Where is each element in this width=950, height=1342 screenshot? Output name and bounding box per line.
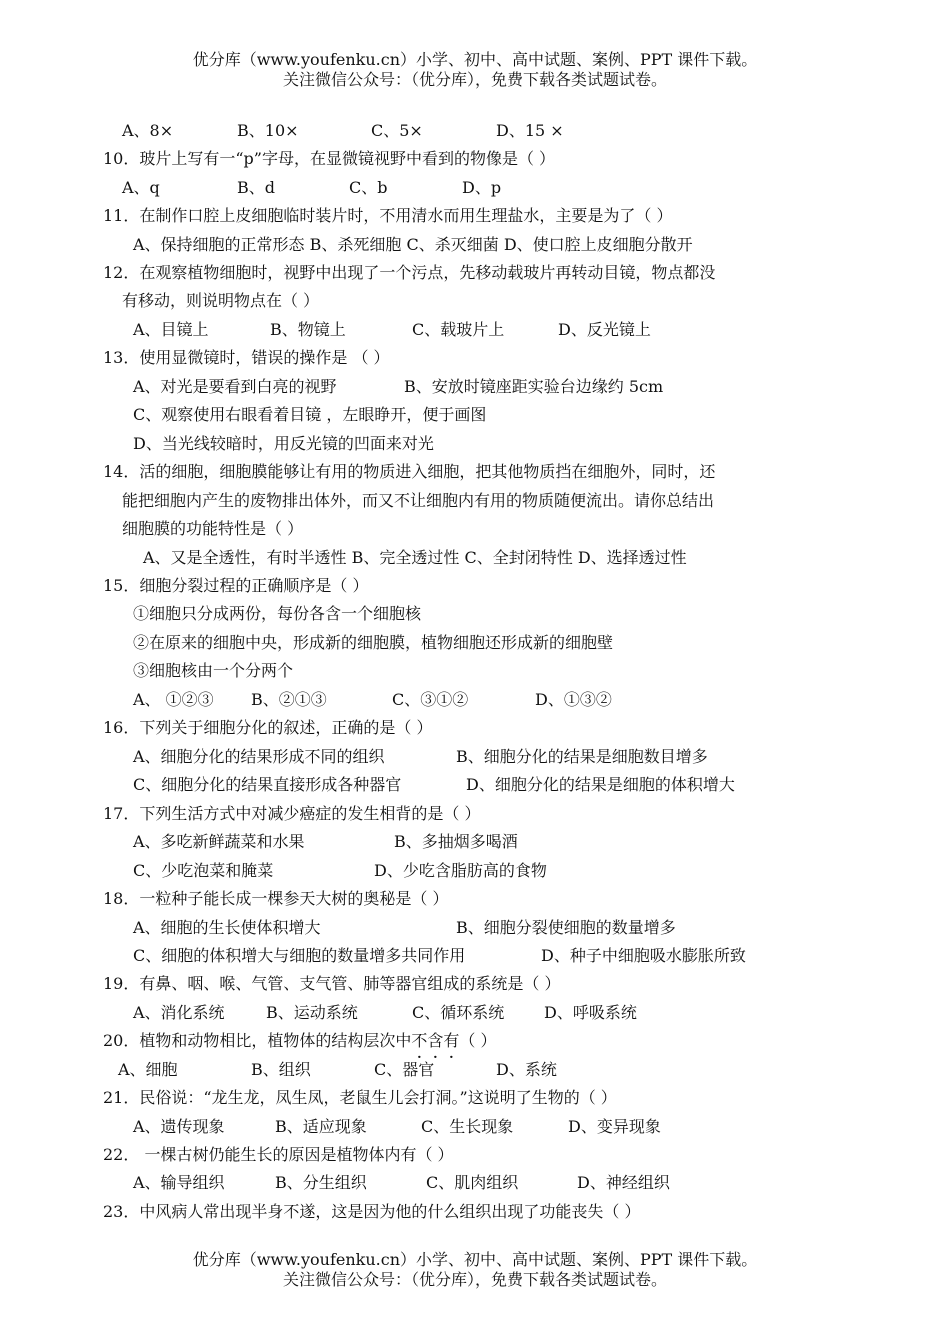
option-a: A、 ①②③ xyxy=(133,690,214,709)
option-b: B、物镜上 xyxy=(270,320,346,339)
emphasis-char: 有 xyxy=(443,1031,460,1050)
option-b: B、分生组织 xyxy=(275,1173,367,1192)
option-a: A、输导组织 xyxy=(133,1173,225,1192)
answer-blank: （ ） xyxy=(459,1031,497,1050)
question-13-stem: 13．使用显微镜时，错误的操作是 （ ） xyxy=(103,348,390,367)
question-23-stem: 23．中风病人常出现半身不遂，这是因为他的什么组织出现了功能丧失（ ） xyxy=(103,1202,641,1221)
question-13-option-d: D、当光线较暗时，用反光镜的凹面来对光 xyxy=(133,434,434,453)
option-a: A、消化系统 xyxy=(133,1003,225,1022)
option-a: A、细胞 xyxy=(118,1060,178,1079)
option-c: C、少吃泡菜和腌菜 xyxy=(133,861,274,880)
option-b: B、②①③ xyxy=(251,690,327,709)
footer-line-2: 关注微信公众号：（优分库），免费下载各类试题试卷。 xyxy=(282,1270,667,1289)
option-c: C、循环系统 xyxy=(412,1003,505,1022)
option-a: A、细胞分化的结果形成不同的组织 xyxy=(133,747,385,766)
question-15-step-3: ③细胞核由一个分两个 xyxy=(133,661,294,680)
question-14-options: A、又是全透性，有时半透性 B、完全透过性 C、全封闭特性 D、选择透过性 xyxy=(143,548,687,567)
option-c: C、生长现象 xyxy=(421,1117,514,1136)
option-b: B、细胞分化的结果是细胞数目增多 xyxy=(456,747,708,766)
option-b: B、适应现象 xyxy=(275,1117,367,1136)
option-a: A、遗传现象 xyxy=(133,1117,225,1136)
option-c: C、细胞分化的结果直接形成各种器官 xyxy=(133,775,402,794)
question-12-stem-line-1: 12．在观察植物细胞时，视野中出现了一个污点，先移动载玻片再转动目镜，物点都没 xyxy=(103,263,716,282)
option-c: C、细胞的体积增大与细胞的数量增多共同作用 xyxy=(133,946,466,965)
question-14-stem-line-2: 能把细胞内产生的废物排出体外，而又不让细胞内有用的物质随便流出。请你总结出 xyxy=(122,491,715,510)
option-b: B、组织 xyxy=(251,1060,311,1079)
option-d: D、神经组织 xyxy=(577,1173,670,1192)
option-c: C、载玻片上 xyxy=(412,320,505,339)
option-c: C、5× xyxy=(371,121,423,140)
question-14-stem-line-1: 14．活的细胞，细胞膜能够让有用的物质进入细胞，把其他物质挡在细胞外，同时，还 xyxy=(103,462,716,481)
question-20-stem-text: 20．植物和动物相比，植物体的结构层次中 xyxy=(103,1031,412,1050)
question-11-options: A、保持细胞的正常形态 B、杀死细胞 C、杀灭细菌 D、使口腔上皮细胞分散开 xyxy=(133,235,693,254)
page-header xyxy=(0,50,950,90)
option-c: C、器官 xyxy=(374,1060,435,1079)
question-17-stem: 17．下列生活方式中对减少癌症的发生相背的是（ ） xyxy=(103,804,481,823)
option-a: A、8× xyxy=(122,121,174,140)
option-b: B、安放时镜座距实验台边缘约 5cm xyxy=(404,377,664,396)
option-d: D、变异现象 xyxy=(568,1117,661,1136)
question-15-step-2: ②在原来的细胞中央，形成新的细胞膜，植物细胞还形成新的细胞壁 xyxy=(133,633,614,652)
question-22-stem: 22． 一棵古树仍能生长的原因是植物体内有（ ） xyxy=(103,1145,454,1164)
option-d: D、呼吸系统 xyxy=(544,1003,637,1022)
question-18-stem: 18．一粒种子能长成一棵参天大树的奥秘是（ ） xyxy=(103,889,449,908)
option-d: D、反光镜上 xyxy=(558,320,651,339)
option-b: B、多抽烟多喝酒 xyxy=(394,832,518,851)
option-d: D、15 × xyxy=(496,121,564,140)
option-a: A、多吃新鲜蔬菜和水果 xyxy=(133,832,305,851)
option-d: D、系统 xyxy=(496,1060,557,1079)
option-d: D、细胞分化的结果是细胞的体积增大 xyxy=(466,775,735,794)
question-15-stem: 15．细胞分裂过程的正确顺序是（ ） xyxy=(103,576,369,595)
option-d: D、种子中细胞吸水膨胀所致 xyxy=(541,946,746,965)
question-10-stem: 10．玻片上写有一“p”字母，在显微镜视野中看到的物像是（ ） xyxy=(103,149,556,168)
option-c: C、③①② xyxy=(392,690,469,709)
question-19-stem: 19．有鼻、咽、喉、气管、支气管、肺等器官组成的系统是（ ） xyxy=(103,974,561,993)
question-14-stem-line-3: 细胞膜的功能特性是（ ） xyxy=(122,519,304,538)
page-footer xyxy=(0,1250,950,1290)
option-a: A、细胞的生长使体积增大 xyxy=(133,918,321,937)
question-16-stem: 16．下列关于细胞分化的叙述，正确的是（ ） xyxy=(103,718,433,737)
option-c: C、b xyxy=(349,178,388,197)
footer-line-1: 优分库（www.youfenku.cn）小学、初中、高中试题、案例、PPT 课件下载。 xyxy=(192,1250,758,1269)
question-15-step-1: ①细胞只分成两份，每份各含一个细胞核 xyxy=(133,604,422,623)
question-21-stem: 21．民俗说：“龙生龙，凤生凤，老鼠生儿会打洞。”这说明了生物的（ ） xyxy=(103,1088,617,1107)
option-b: B、细胞分裂使细胞的数量增多 xyxy=(456,918,676,937)
option-d: D、少吃含脂肪高的食物 xyxy=(374,861,547,880)
emphasis-char: 不 xyxy=(411,1031,428,1050)
option-b: B、d xyxy=(237,178,276,197)
option-a: A、目镜上 xyxy=(133,320,209,339)
option-d: D、p xyxy=(462,178,502,197)
option-a: A、对光是要看到白亮的视野 xyxy=(133,377,337,396)
question-20-stem xyxy=(103,1030,497,1052)
option-b: B、10× xyxy=(237,121,299,140)
header-line-1: 优分库（www.youfenku.cn）小学、初中、高中试题、案例、PPT 课件下载。 xyxy=(192,50,758,69)
question-12-stem-line-2: 有移动，则说明物点在（ ） xyxy=(122,291,320,310)
option-a: A、q xyxy=(122,178,160,197)
header-line-2: 关注微信公众号：（优分库），免费下载各类试题试卷。 xyxy=(282,70,667,89)
option-d: D、①③② xyxy=(535,690,612,709)
option-c: C、肌肉组织 xyxy=(426,1173,519,1192)
question-11-stem: 11．在制作口腔上皮细胞临时装片时，不用清水而用生理盐水，主要是为了（ ） xyxy=(103,206,673,225)
option-b: B、运动系统 xyxy=(266,1003,358,1022)
question-13-option-c: C、观察使用右眼看着目镜 ，左眼睁开，便于画图 xyxy=(133,405,487,424)
emphasis-char: 含 xyxy=(427,1031,444,1050)
